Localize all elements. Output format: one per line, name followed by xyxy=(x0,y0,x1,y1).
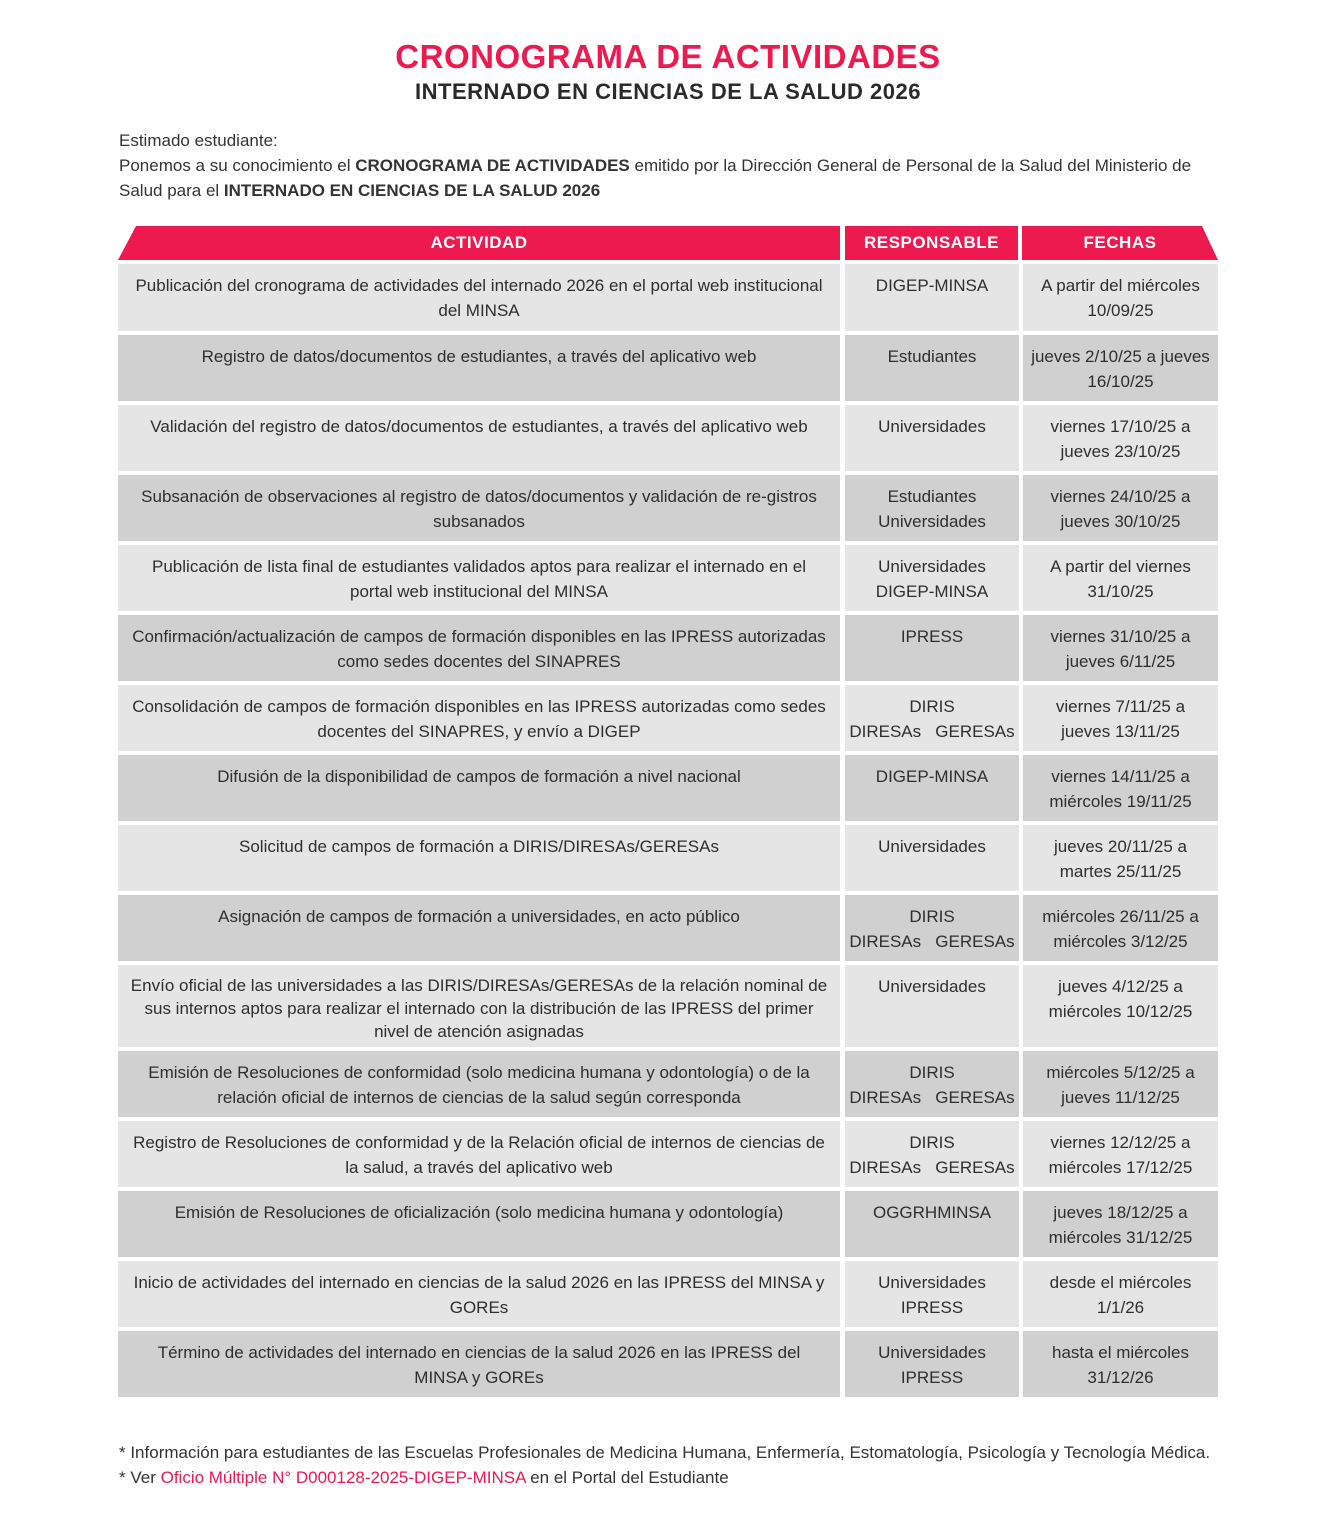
table-row xyxy=(118,264,1218,331)
table-row xyxy=(118,1051,1218,1117)
activity-cell: Subsanación de observaciones al registro de datos/documentos y validación de re-gistros subsanados xyxy=(118,475,840,541)
dates-cell: miércoles 5/12/25 a jueves 11/12/25 xyxy=(1023,1051,1218,1117)
dates-cell: viernes 31/10/25 a jueves 6/11/25 xyxy=(1023,615,1218,681)
responsible-cell: DIRIS DIRESAs GERESAs xyxy=(845,895,1019,961)
table-row xyxy=(118,1261,1218,1327)
responsible-cell: Estudiantes Universidades xyxy=(845,475,1019,541)
table-row xyxy=(118,335,1218,401)
dates-cell: viernes 7/11/25 a jueves 13/11/25 xyxy=(1023,685,1218,751)
activity-cell: Confirmación/actualización de campos de formación disponibles en las IPRESS autorizadas como sedes docentes del SINAPRES xyxy=(118,615,840,681)
header-dates: FECHAS xyxy=(1083,233,1157,252)
activity-cell: Asignación de campos de formación a universidades, en acto público xyxy=(118,895,840,961)
dates-cell: jueves 2/10/25 a jueves 16/10/25 xyxy=(1023,335,1218,401)
responsible-cell: Universidades DIGEP-MINSA xyxy=(845,545,1019,611)
activity-cell: Solicitud de campos de formación a DIRIS/DIRESAs/GERESAs xyxy=(118,825,840,891)
header-activity: ACTIVIDAD xyxy=(430,233,528,252)
activity-cell: Difusión de la disponibilidad de campos de formación a nivel nacional xyxy=(118,755,840,821)
table-row xyxy=(118,1191,1218,1257)
activity-cell: Inicio de actividades del internado en ciencias de la salud 2026 en las IPRESS del MINSA y GOREs xyxy=(118,1261,840,1327)
activity-cell: Registro de Resoluciones de conformidad y de la Relación oficial de internos de ciencias de la salud, a través del aplicativo web xyxy=(118,1121,840,1187)
activity-cell: Consolidación de campos de formación disponibles en las IPRESS autorizadas como sedes docentes del SINAPRES, y envío a DIGEP xyxy=(118,685,840,751)
dates-cell: A partir del miércoles 10/09/25 xyxy=(1023,264,1218,331)
dates-cell: viernes 14/11/25 a miércoles 19/11/25 xyxy=(1023,755,1218,821)
table-row xyxy=(118,755,1218,821)
table-row xyxy=(118,615,1218,681)
dates-cell: desde el miércoles 1/1/26 xyxy=(1023,1261,1218,1327)
responsible-cell: DIRIS DIRESAs GERESAs xyxy=(845,1121,1019,1187)
table-row xyxy=(118,405,1218,471)
activity-cell: Envío oficial de las universidades a las DIRIS/DIRESAs/GERESAs de la relación nominal de sus internos aptos para realizar el internado con la distribución de las IPRESS del primer nivel de atención asignadas xyxy=(118,965,840,1047)
activity-cell: Término de actividades del internado en ciencias de la salud 2026 en las IPRESS del MINSA y GOREs xyxy=(118,1331,840,1397)
page-title: CRONOGRAMA DE ACTIVIDADES xyxy=(395,38,941,75)
table-row xyxy=(118,1331,1218,1397)
table-row xyxy=(118,545,1218,611)
activity-cell: Emisión de Resoluciones de oficialización (solo medicina humana y odontología) xyxy=(118,1191,840,1257)
activity-cell: Emisión de Resoluciones de conformidad (solo medicina humana y odontología) o de la relación oficial de internos de ciencias de la salud según corresponda xyxy=(118,1051,840,1117)
intro xyxy=(119,128,1229,203)
responsible-cell: DIRIS DIRESAs GERESAs xyxy=(845,685,1019,751)
responsible-cell: Universidades xyxy=(845,825,1019,891)
table-row xyxy=(118,965,1218,1047)
page-subtitle: INTERNADO EN CIENCIAS DE LA SALUD 2026 xyxy=(415,79,921,104)
responsible-cell: IPRESS xyxy=(845,615,1019,681)
responsible-cell: Universidades xyxy=(845,965,1019,1047)
table-row xyxy=(118,1121,1218,1187)
activity-cell: Publicación del cronograma de actividades del internado 2026 en el portal web institucional del MINSA xyxy=(118,264,840,331)
activity-cell: Validación del registro de datos/documentos de estudiantes, a través del aplicativo web xyxy=(118,405,840,471)
dates-cell: jueves 18/12/25 a miércoles 31/12/25 xyxy=(1023,1191,1218,1257)
table-row xyxy=(118,895,1218,961)
greeting: Estimado estudiante: xyxy=(119,131,278,150)
oficio-link[interactable]: Oficio Múltiple N° D000128-2025-DIGEP-MINSA xyxy=(160,1468,526,1487)
footer-note-link: * Ver Oficio Múltiple N° D000128-2025-DIGEP-MINSA en el Portal del Estudiante xyxy=(119,1468,729,1487)
dates-cell: viernes 17/10/25 a jueves 23/10/25 xyxy=(1023,405,1218,471)
footer-note: * Información para estudiantes de las Escuelas Profesionales de Medicina Humana, Enfermería, Estomatología, Psicología y Tecnología Médica. xyxy=(119,1443,1211,1462)
responsible-cell: OGGRHMINSA xyxy=(845,1191,1019,1257)
intro-paragraph: Ponemos a su conocimiento el CRONOGRAMA DE ACTIVIDADES emitido por la Dirección General de Personal de la Salud del Ministerio de Salud para el INTERNADO EN CIENCIAS DE LA SALUD 2026 xyxy=(119,156,1192,200)
dates-cell: viernes 12/12/25 a miércoles 17/12/25 xyxy=(1023,1121,1218,1187)
table-row xyxy=(118,475,1218,541)
dates-cell: jueves 20/11/25 a martes 25/11/25 xyxy=(1023,825,1218,891)
table-row xyxy=(118,825,1218,891)
header-responsible: RESPONSABLE xyxy=(864,233,999,252)
responsible-cell: Universidades IPRESS xyxy=(845,1261,1019,1327)
schedule-table xyxy=(118,226,1218,1397)
responsible-cell: Universidades IPRESS xyxy=(845,1331,1019,1397)
responsible-cell: Estudiantes xyxy=(845,335,1019,401)
table-header xyxy=(118,226,1218,260)
dates-cell: hasta el miércoles 31/12/26 xyxy=(1023,1331,1218,1397)
dates-cell: A partir del viernes 31/10/25 xyxy=(1023,545,1218,611)
table-body xyxy=(118,264,1218,1397)
responsible-cell: Universidades xyxy=(845,405,1019,471)
responsible-cell: DIGEP-MINSA xyxy=(845,755,1019,821)
responsible-cell: DIGEP-MINSA xyxy=(845,264,1019,331)
footer-notes xyxy=(119,1440,1229,1490)
dates-cell: viernes 24/10/25 a jueves 30/10/25 xyxy=(1023,475,1218,541)
dates-cell: jueves 4/12/25 a miércoles 10/12/25 xyxy=(1023,965,1218,1047)
table-row xyxy=(118,685,1218,751)
dates-cell: miércoles 26/11/25 a miércoles 3/12/25 xyxy=(1023,895,1218,961)
activity-cell: Publicación de lista final de estudiantes validados aptos para realizar el internado en el portal web institucional del MINSA xyxy=(118,545,840,611)
responsible-cell: DIRIS DIRESAs GERESAs xyxy=(845,1051,1019,1117)
activity-cell: Registro de datos/documentos de estudiantes, a través del aplicativo web xyxy=(118,335,840,401)
